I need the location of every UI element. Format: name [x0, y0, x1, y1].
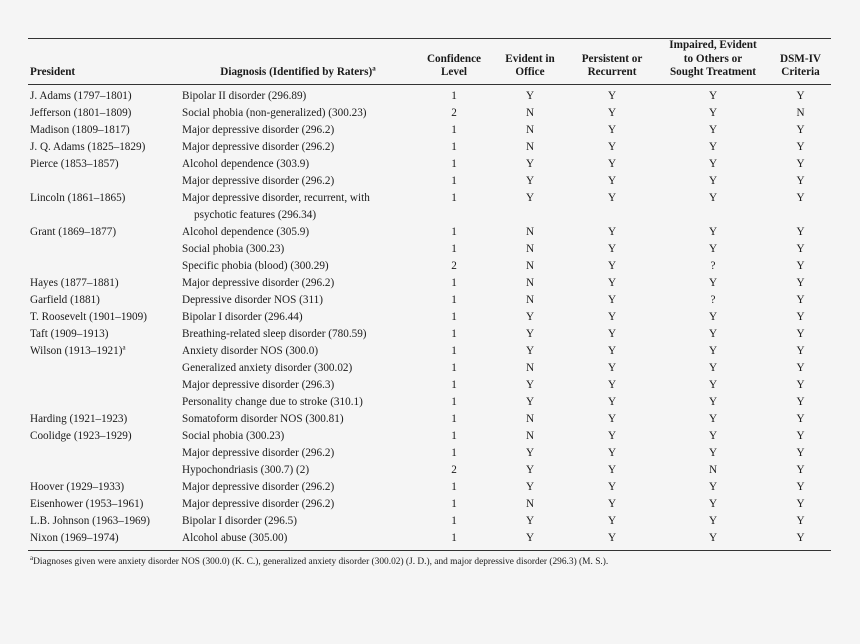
cell-president — [28, 241, 180, 258]
diagnosis-text: Social phobia (300.23) — [182, 429, 285, 442]
diagnosis-text: Anxiety disorder NOS (300.0) — [182, 344, 319, 357]
cell-diagnosis — [180, 275, 416, 292]
table-row — [28, 309, 831, 326]
cell-diagnosis — [180, 292, 416, 309]
footnote-text: Diagnoses given were anxiety disorder NOS (300.0) (K. C.), generalized anxiety disorder (300.02) (J. D.), and major depressive disorder (296.3) (M. S.). — [33, 556, 609, 567]
cell-impaired: Y — [708, 89, 718, 102]
cell-president — [28, 360, 180, 377]
table-row — [28, 105, 831, 122]
cell-confidence: 1 — [451, 327, 457, 340]
president-name: Eisenhower (1953–1961) — [30, 497, 144, 510]
cell-confidence: 2 — [451, 463, 457, 476]
cell-evident: N — [525, 276, 535, 289]
president-name: Hoover (1929–1933) — [30, 480, 125, 493]
cell-dsm: Y — [796, 89, 805, 102]
header-label: Impaired, Evident to Others or Sought Treatment — [669, 39, 757, 78]
cell-dsm: Y — [796, 174, 805, 187]
cell-confidence: 1 — [451, 174, 457, 187]
cell-diagnosis — [180, 411, 416, 428]
cell-dsm: Y — [796, 242, 805, 255]
footnote-marker: a — [122, 342, 126, 351]
cell-president — [28, 258, 180, 275]
diagnosis-text: Social phobia (non-generalized) (300.23) — [182, 106, 367, 119]
table-row — [28, 479, 831, 496]
table-row — [28, 190, 831, 224]
cell-evident: N — [525, 123, 535, 136]
diagnosis-text: Personality change due to stroke (310.1) — [182, 395, 363, 408]
cell-dsm: Y — [796, 429, 805, 442]
cell-evident: N — [525, 293, 535, 306]
table-row — [28, 258, 831, 275]
cell-president — [28, 84, 180, 105]
cell-confidence: 1 — [451, 344, 457, 357]
cell-confidence: 1 — [451, 140, 457, 153]
diagnosis-text: Major depressive disorder (296.2) — [182, 123, 335, 136]
cell-persistent: Y — [607, 157, 617, 170]
header-label: President — [30, 66, 76, 78]
cell-confidence: 1 — [451, 157, 457, 170]
cell-persistent: Y — [607, 310, 617, 323]
cell-evident: Y — [525, 446, 535, 459]
header-dsm-iv-criteria — [770, 39, 831, 85]
cell-president — [28, 275, 180, 292]
cell-diagnosis — [180, 360, 416, 377]
cell-confidence: 1 — [451, 429, 457, 442]
diagnosis-text: Major depressive disorder (296.2) — [182, 497, 335, 510]
president-name: J. Adams (1797–1801) — [30, 89, 132, 102]
cell-impaired: Y — [708, 310, 718, 323]
table-row — [28, 445, 831, 462]
table-row — [28, 292, 831, 309]
table-row — [28, 84, 831, 105]
cell-confidence: 2 — [451, 106, 457, 119]
cell-dsm: Y — [796, 293, 805, 306]
cell-confidence: 1 — [451, 480, 457, 493]
cell-dsm: Y — [796, 225, 805, 238]
cell-dsm: Y — [796, 123, 805, 136]
cell-persistent: Y — [607, 106, 617, 119]
table-row — [28, 530, 831, 551]
cell-dsm: Y — [796, 378, 805, 391]
cell-dsm: N — [796, 106, 805, 119]
table-row — [28, 496, 831, 513]
cell-impaired: Y — [708, 225, 718, 238]
president-name: Wilson (1913–1921) — [30, 344, 123, 357]
cell-impaired: Y — [708, 157, 718, 170]
diagnosis-text: Generalized anxiety disorder (300.02) — [182, 361, 353, 374]
cell-confidence: 1 — [451, 123, 457, 136]
cell-persistent: Y — [607, 293, 617, 306]
table-container — [28, 38, 831, 567]
cell-diagnosis — [180, 377, 416, 394]
table-row — [28, 139, 831, 156]
cell-diagnosis — [180, 139, 416, 156]
president-name: Nixon (1969–1974) — [30, 531, 119, 544]
cell-president — [28, 139, 180, 156]
cell-persistent: Y — [607, 361, 617, 374]
diagnosis-text: Major depressive disorder (296.2) — [182, 174, 335, 187]
cell-impaired: Y — [708, 395, 718, 408]
cell-president — [28, 292, 180, 309]
cell-diagnosis — [180, 241, 416, 258]
cell-persistent: Y — [607, 395, 617, 408]
cell-diagnosis — [180, 173, 416, 190]
cell-diagnosis — [180, 105, 416, 122]
cell-president — [28, 462, 180, 479]
cell-persistent: Y — [607, 174, 617, 187]
cell-impaired: Y — [708, 140, 718, 153]
header-label: DSM-IV Criteria — [779, 52, 822, 78]
cell-persistent: Y — [607, 225, 617, 238]
header-evident-in-office — [492, 39, 568, 85]
cell-president — [28, 445, 180, 462]
cell-president — [28, 513, 180, 530]
cell-president — [28, 343, 180, 360]
table-row — [28, 122, 831, 139]
table-row — [28, 156, 831, 173]
table-row — [28, 394, 831, 411]
cell-impaired: Y — [708, 514, 718, 527]
cell-diagnosis — [180, 462, 416, 479]
diagnosis-text: Social phobia (300.23) — [182, 242, 285, 255]
cell-persistent: Y — [607, 276, 617, 289]
cell-confidence: 1 — [451, 191, 457, 204]
diagnosis-text: Alcohol abuse (305.00) — [182, 531, 288, 544]
cell-dsm: Y — [796, 514, 805, 527]
president-name: Madison (1809–1817) — [30, 123, 130, 136]
cell-evident: Y — [525, 344, 535, 357]
cell-confidence: 1 — [451, 276, 457, 289]
cell-persistent: Y — [607, 497, 617, 510]
table-row — [28, 224, 831, 241]
cell-president — [28, 156, 180, 173]
diagnosis-table — [28, 38, 831, 551]
cell-president — [28, 377, 180, 394]
cell-dsm: Y — [796, 361, 805, 374]
header-president — [28, 39, 180, 85]
president-name: Coolidge (1923–1929) — [30, 429, 132, 442]
cell-impaired: Y — [708, 378, 718, 391]
cell-dsm: Y — [796, 259, 805, 272]
cell-diagnosis — [180, 224, 416, 241]
diagnosis-text: Alcohol dependence (305.9) — [182, 225, 310, 238]
table-row — [28, 513, 831, 530]
diagnosis-text: Bipolar I disorder (296.5) — [182, 514, 297, 527]
cell-diagnosis — [180, 326, 416, 343]
cell-confidence: 1 — [451, 293, 457, 306]
cell-dsm: Y — [796, 344, 805, 357]
diagnosis-text: Major depressive disorder (296.2) — [182, 446, 335, 459]
cell-dsm: Y — [796, 446, 805, 459]
cell-confidence: 1 — [451, 531, 457, 544]
cell-dsm: Y — [796, 480, 805, 493]
header-impaired-evident — [656, 39, 770, 85]
cell-dsm: Y — [796, 276, 805, 289]
cell-persistent: Y — [607, 191, 617, 204]
table-row — [28, 275, 831, 292]
diagnosis-text: Major depressive disorder (296.2) — [182, 276, 335, 289]
diagnosis-text: Specific phobia (blood) (300.29) — [182, 259, 329, 272]
diagnosis-text: Major depressive disorder (296.3) — [182, 378, 335, 391]
cell-evident: N — [525, 225, 535, 238]
cell-diagnosis — [180, 343, 416, 360]
header-label: Evident in Office — [505, 52, 555, 78]
cell-dsm: Y — [796, 191, 805, 204]
table-row — [28, 241, 831, 258]
diagnosis-text: Depressive disorder NOS (311) — [182, 293, 323, 306]
diagnosis-text: Somatoform disorder NOS (300.81) — [182, 412, 344, 425]
header-row — [28, 39, 831, 85]
cell-evident: Y — [525, 327, 535, 340]
table-body — [28, 84, 831, 550]
cell-diagnosis — [180, 479, 416, 496]
cell-confidence: 2 — [451, 259, 457, 272]
cell-diagnosis — [180, 513, 416, 530]
cell-evident: N — [525, 361, 535, 374]
cell-persistent: Y — [607, 242, 617, 255]
cell-dsm: Y — [796, 140, 805, 153]
cell-evident: Y — [525, 174, 535, 187]
cell-impaired: Y — [708, 446, 718, 459]
president-name: T. Roosevelt (1901–1909) — [30, 310, 147, 323]
diagnosis-text: Bipolar II disorder (296.89) — [182, 89, 307, 102]
president-name: Taft (1909–1913) — [30, 327, 109, 340]
cell-confidence: 1 — [451, 412, 457, 425]
cell-president — [28, 496, 180, 513]
cell-president — [28, 428, 180, 445]
table-row — [28, 377, 831, 394]
table-row — [28, 173, 831, 190]
president-name: Lincoln (1861–1865) — [30, 191, 126, 204]
cell-president — [28, 190, 180, 224]
table-row — [28, 360, 831, 377]
cell-confidence: 1 — [451, 225, 457, 238]
cell-diagnosis — [180, 156, 416, 173]
cell-dsm: Y — [796, 412, 805, 425]
president-name: Garfield (1881) — [30, 293, 100, 306]
diagnosis-text: Major depressive disorder (296.2) — [182, 140, 335, 153]
cell-evident: Y — [525, 480, 535, 493]
header-label: Persistent or Recurrent — [581, 52, 643, 78]
cell-evident: Y — [525, 157, 535, 170]
cell-confidence: 1 — [451, 378, 457, 391]
cell-confidence: 1 — [451, 361, 457, 374]
cell-impaired: Y — [708, 327, 718, 340]
cell-persistent: Y — [607, 327, 617, 340]
cell-evident: N — [525, 106, 535, 119]
cell-confidence: 1 — [451, 446, 457, 459]
cell-impaired: ? — [710, 293, 716, 306]
cell-persistent: Y — [607, 412, 617, 425]
cell-diagnosis — [180, 122, 416, 139]
cell-evident: Y — [525, 395, 535, 408]
header-label: Diagnosis (Identified by Raters) — [220, 66, 373, 78]
diagnosis-text: Bipolar I disorder (296.44) — [182, 310, 303, 323]
cell-persistent: Y — [607, 140, 617, 153]
cell-evident: N — [525, 140, 535, 153]
cell-evident: Y — [525, 89, 535, 102]
cell-president — [28, 309, 180, 326]
president-name: Jefferson (1801–1809) — [30, 106, 132, 119]
diagnosis-text: Alcohol dependence (303.9) — [182, 157, 310, 170]
table-row — [28, 462, 831, 479]
cell-persistent: Y — [607, 259, 617, 272]
cell-president — [28, 224, 180, 241]
cell-confidence: 1 — [451, 89, 457, 102]
header-confidence-level — [416, 39, 492, 85]
cell-diagnosis — [180, 394, 416, 411]
cell-president — [28, 411, 180, 428]
cell-diagnosis — [180, 496, 416, 513]
cell-evident: Y — [525, 378, 535, 391]
president-name: J. Q. Adams (1825–1829) — [30, 140, 146, 153]
cell-persistent: Y — [607, 531, 617, 544]
cell-confidence: 1 — [451, 514, 457, 527]
cell-impaired: Y — [708, 242, 718, 255]
president-name: Grant (1869–1877) — [30, 225, 117, 238]
table-row — [28, 343, 831, 360]
diagnosis-text: Breathing-related sleep disorder (780.59) — [182, 327, 367, 340]
footnote-marker: a — [372, 64, 376, 73]
cell-confidence: 1 — [451, 242, 457, 255]
table-row — [28, 411, 831, 428]
cell-dsm: Y — [796, 157, 805, 170]
cell-president — [28, 530, 180, 551]
table-row — [28, 428, 831, 445]
president-name: Harding (1921–1923) — [30, 412, 128, 425]
cell-evident: Y — [525, 514, 535, 527]
cell-president — [28, 173, 180, 190]
cell-persistent: Y — [607, 429, 617, 442]
cell-impaired: Y — [708, 412, 718, 425]
cell-impaired: Y — [708, 276, 718, 289]
cell-persistent: Y — [607, 123, 617, 136]
cell-impaired: Y — [708, 106, 718, 119]
diagnosis-text: Major depressive disorder (296.2) — [182, 480, 335, 493]
cell-diagnosis — [180, 84, 416, 105]
cell-president — [28, 122, 180, 139]
cell-impaired: Y — [708, 531, 718, 544]
header-diagnosis — [180, 39, 416, 85]
cell-persistent: Y — [607, 344, 617, 357]
cell-diagnosis — [180, 530, 416, 551]
cell-diagnosis — [180, 445, 416, 462]
cell-impaired: Y — [708, 344, 718, 357]
cell-impaired: N — [708, 463, 718, 476]
cell-dsm: Y — [796, 497, 805, 510]
cell-persistent: Y — [607, 480, 617, 493]
diagnosis-text-continued: psychotic features (296.34) — [194, 208, 317, 221]
cell-persistent: Y — [607, 463, 617, 476]
cell-evident: Y — [525, 531, 535, 544]
cell-persistent: Y — [607, 89, 617, 102]
cell-impaired: Y — [708, 361, 718, 374]
cell-diagnosis — [180, 190, 416, 224]
diagnosis-text: Major depressive disorder, recurrent, with — [182, 191, 370, 204]
cell-evident: Y — [525, 463, 535, 476]
cell-dsm: Y — [796, 395, 805, 408]
cell-dsm: Y — [796, 327, 805, 340]
table-header — [28, 39, 831, 85]
cell-president — [28, 479, 180, 496]
header-label: Confidence Level — [426, 52, 482, 78]
president-name: Pierce (1853–1857) — [30, 157, 119, 170]
cell-persistent: Y — [607, 378, 617, 391]
cell-impaired: Y — [708, 191, 718, 204]
cell-dsm: Y — [796, 310, 805, 323]
cell-president — [28, 326, 180, 343]
table-row — [28, 326, 831, 343]
cell-impaired: Y — [708, 497, 718, 510]
cell-evident: Y — [525, 191, 535, 204]
cell-persistent: Y — [607, 514, 617, 527]
cell-confidence: 1 — [451, 395, 457, 408]
header-persistent-or-recurrent — [568, 39, 656, 85]
cell-impaired: Y — [708, 429, 718, 442]
cell-impaired: Y — [708, 123, 718, 136]
cell-evident: Y — [525, 310, 535, 323]
diagnosis-text: Hypochondriasis (300.7) (2) — [182, 463, 310, 476]
cell-persistent: Y — [607, 446, 617, 459]
cell-impaired: Y — [708, 174, 718, 187]
cell-dsm: Y — [796, 531, 805, 544]
cell-president — [28, 105, 180, 122]
cell-diagnosis — [180, 309, 416, 326]
president-name: L.B. Johnson (1963–1969) — [30, 514, 150, 527]
cell-dsm: Y — [796, 463, 805, 476]
cell-confidence: 1 — [451, 497, 457, 510]
cell-evident: N — [525, 412, 535, 425]
cell-evident: N — [525, 497, 535, 510]
footnote — [28, 553, 831, 567]
cell-evident: N — [525, 259, 535, 272]
cell-impaired: Y — [708, 480, 718, 493]
cell-impaired: ? — [710, 259, 716, 272]
cell-evident: N — [525, 242, 535, 255]
president-name: Hayes (1877–1881) — [30, 276, 119, 289]
cell-evident: N — [525, 429, 535, 442]
cell-diagnosis — [180, 258, 416, 275]
cell-diagnosis — [180, 428, 416, 445]
cell-president — [28, 394, 180, 411]
footnote-marker: a — [30, 553, 34, 562]
cell-confidence: 1 — [451, 310, 457, 323]
